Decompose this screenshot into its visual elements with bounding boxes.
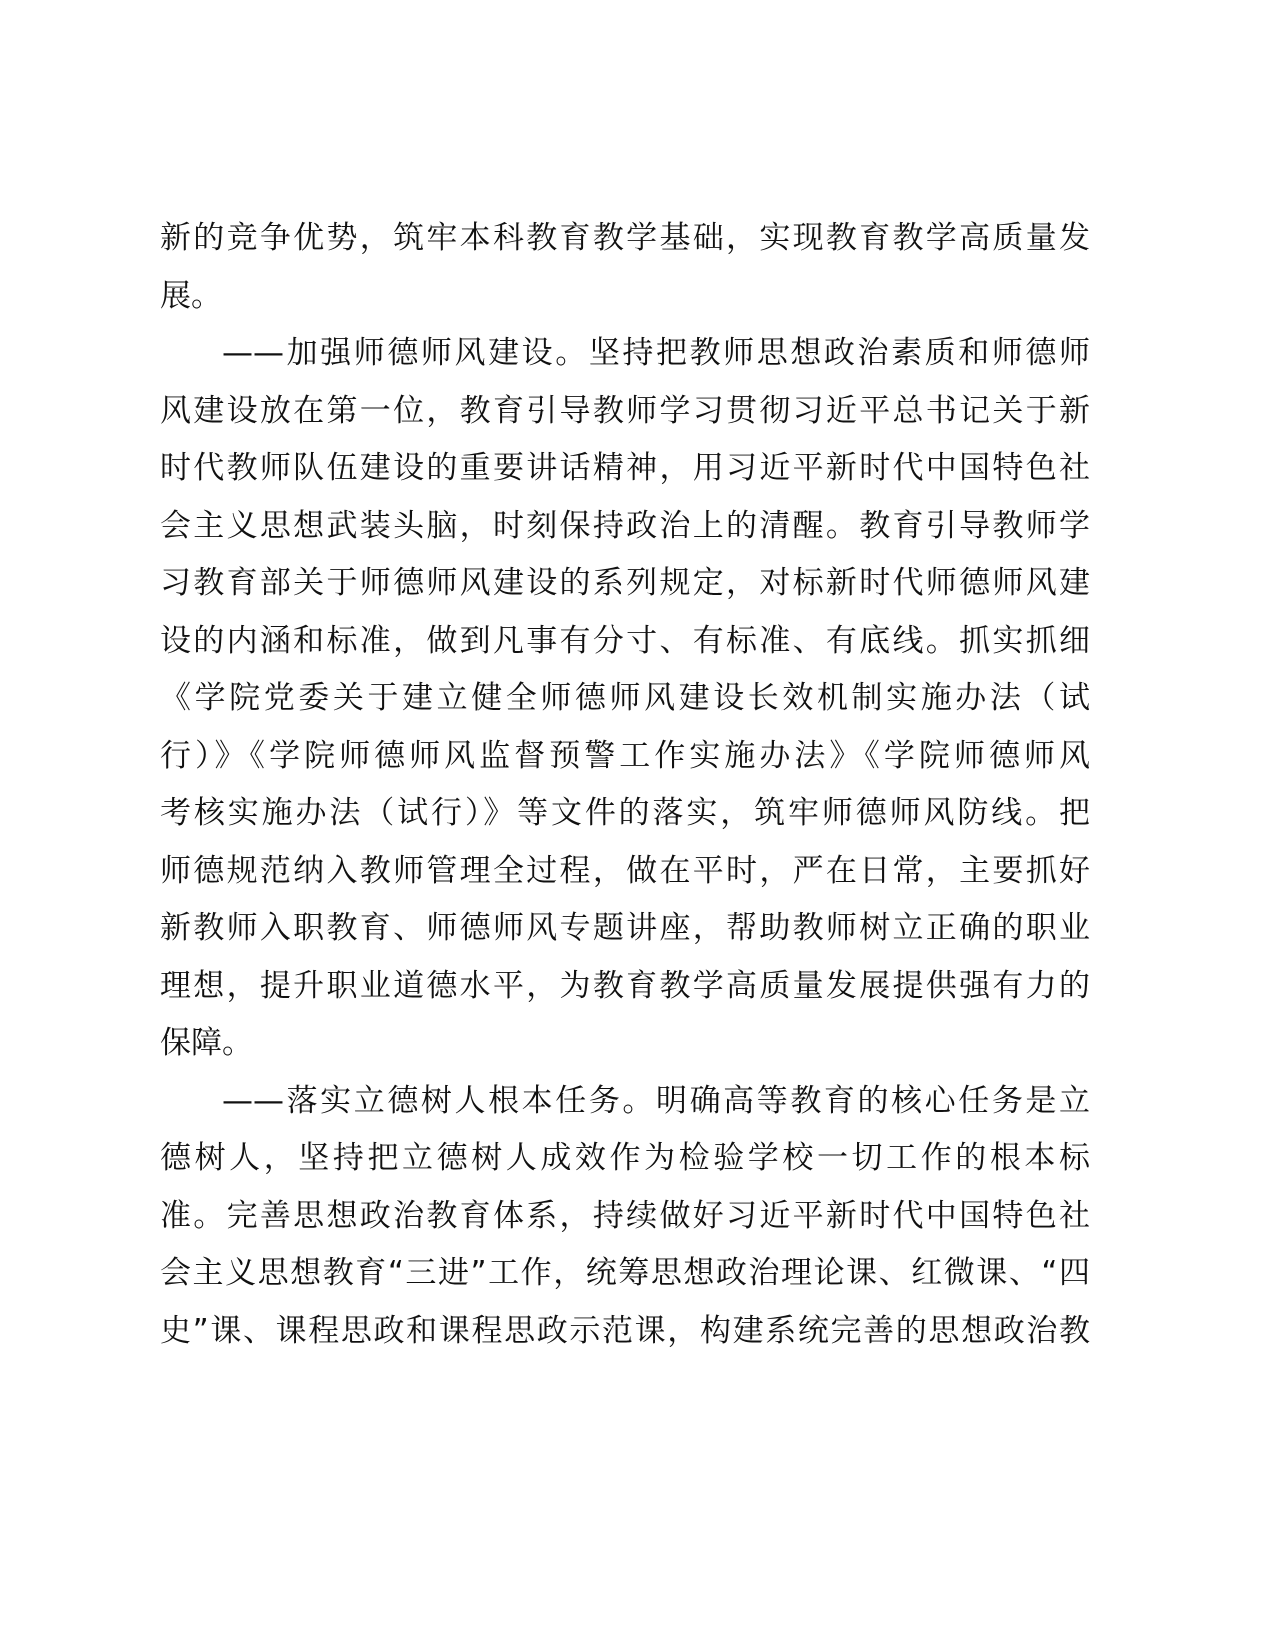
text-line: 德树人，坚持把立德树人成效作为检验学校一切工作的根本标 xyxy=(160,1140,1090,1176)
text-line: 习教育部关于师德师风建设的系列规定，对标新时代师德师风建 xyxy=(160,565,1090,601)
text-line: 理想，提升职业道德水平，为教育教学高质量发展提供强有力的 xyxy=(160,967,1090,1004)
text-line: 《学院党委关于建立健全师德师风建设长效机制实施办法（试 xyxy=(160,680,1090,716)
paragraph-start-line: ——加强师德师风建设。坚持把教师思想政治素质和师德师 xyxy=(222,335,1090,371)
text-line: 新教师入职教育、师德师风专题讲座，帮助教师树立正确的职业 xyxy=(160,910,1090,946)
text-line: 师德规范纳入教师管理全过程，做在平时，严在日常，主要抓好 xyxy=(160,852,1090,889)
text-line: 新的竞争优势，筑牢本科教育教学基础，实现教育教学高质量发 xyxy=(160,220,1090,256)
text-line: 会主义思想教育“三进”工作，统筹思想政治理论课、红微课、“四 xyxy=(160,1255,1090,1291)
paragraph-start-line: ——落实立德树人根本任务。明确高等教育的核心任务是立 xyxy=(222,1082,1090,1119)
text-line: 展。 xyxy=(160,277,222,314)
text-line: 风建设放在第一位，教育引导教师学习贯彻习近平总书记关于新 xyxy=(160,392,1090,429)
body-text xyxy=(160,210,1090,1360)
text-line: 时代教师队伍建设的重要讲话精神，用习近平新时代中国特色社 xyxy=(160,450,1090,486)
text-line: 会主义思想武装头脑，时刻保持政治上的清醒。教育引导教师学 xyxy=(160,507,1090,544)
text-line: 考核实施办法（试行）》等文件的落实，筑牢师德师风防线。把 xyxy=(160,795,1090,831)
text-line: 行）》《学院师德师风监督预警工作实施办法》《学院师德师风 xyxy=(160,737,1090,774)
text-line: 保障。 xyxy=(160,1025,253,1061)
text-line: 准。完善思想政治教育体系，持续做好习近平新时代中国特色社 xyxy=(160,1197,1090,1234)
text-line: 史”课、课程思政和课程思政示范课，构建系统完善的思想政治教 xyxy=(160,1312,1090,1349)
text-line: 设的内涵和标准，做到凡事有分寸、有标准、有底线。抓实抓细 xyxy=(160,622,1090,659)
